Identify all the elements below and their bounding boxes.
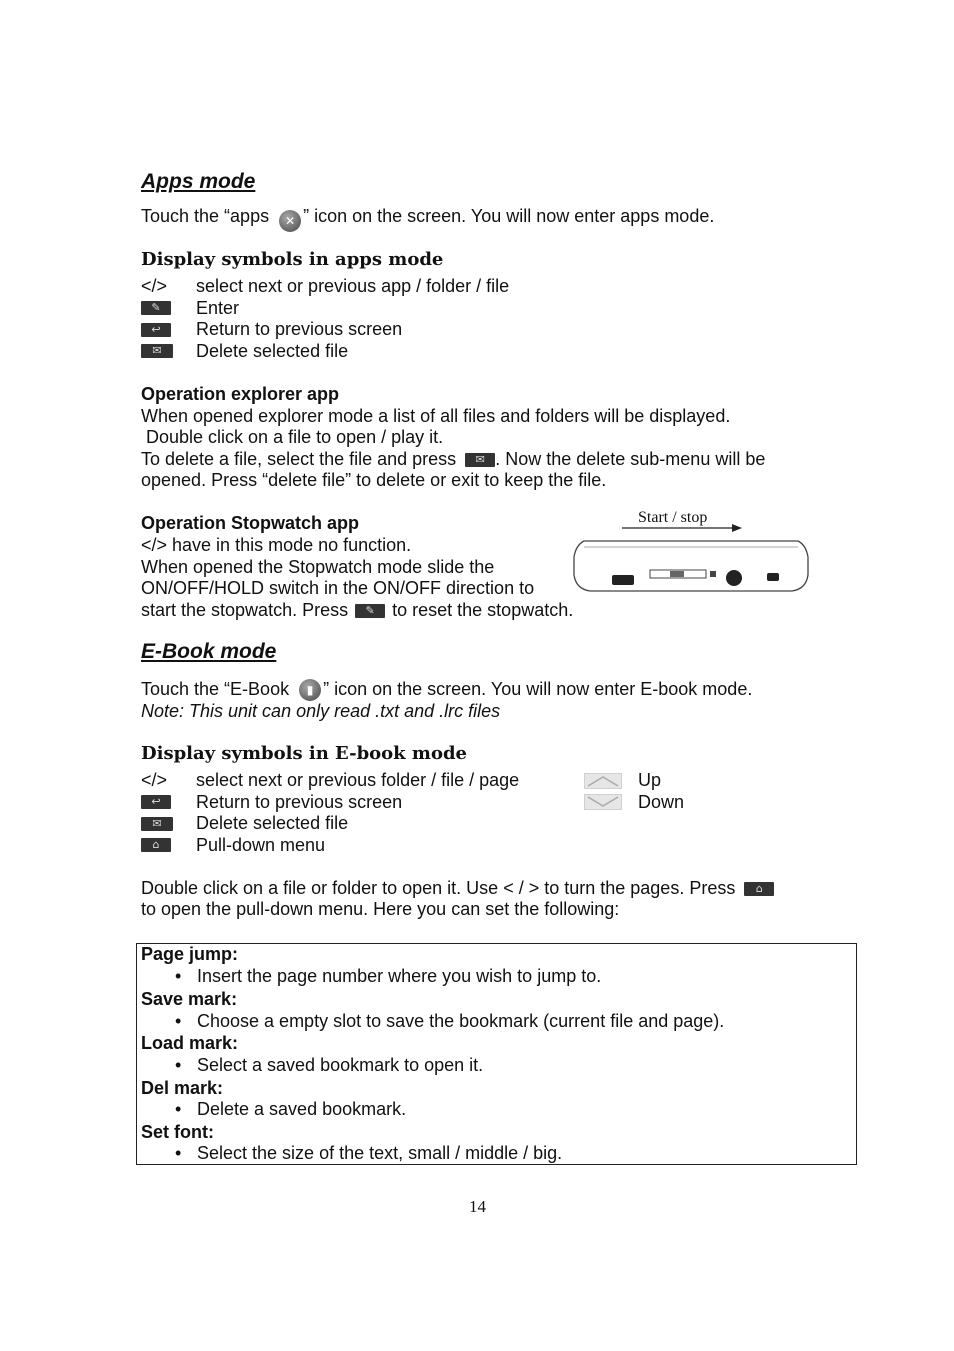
menu-item-text: Insert the page number where you wish to jump to.: [197, 966, 602, 987]
explorer-delete-line: [141, 449, 765, 471]
apps-icon: ✕: [279, 210, 301, 232]
menu-title-page-jump: Page jump:: [141, 944, 239, 964]
symbol-desc: Return to previous screen: [196, 319, 403, 339]
menu-title-load-mark: Load mark:: [141, 1033, 239, 1054]
explorer-line-2: Double click on a file to open / play it.: [141, 427, 444, 447]
list-item: [141, 770, 519, 792]
symbol-desc: Enter: [196, 297, 240, 318]
bullet: •: [175, 1010, 182, 1031]
explorer-line-1: When opened explorer mode a list of all files and folders will be displayed.: [141, 406, 731, 426]
explorer-delete-pre: To delete a file, select the file and press: [141, 449, 457, 469]
ebook-intro-pre: Touch the “E-Book: [141, 679, 290, 699]
up-icon: [584, 773, 622, 789]
list-item: [141, 341, 509, 363]
list-item: [141, 1099, 856, 1121]
stopwatch-line-2: When opened the Stopwatch mode slide the: [141, 557, 495, 577]
symbol-desc: Delete selected file: [196, 340, 349, 361]
list-item: [141, 835, 519, 857]
apps-symbols-heading: Display symbols in apps mode: [141, 249, 444, 270]
explorer-last-line: opened. Press “delete file” to delete or exit to keep the file.: [141, 470, 607, 490]
device-illustration: [572, 505, 812, 597]
ebook-nav-list: [584, 770, 684, 813]
ebook-symbols-heading: Display symbols in E-book mode: [141, 743, 468, 764]
menu-item-text: Delete a saved bookmark.: [197, 1098, 407, 1119]
list-item: [584, 770, 684, 792]
ebook-usage-pre: Double click on a file or folder to open it. Use < / > to turn the pages. Press: [141, 878, 736, 898]
ebook-usage-line-2: to open the pull-down menu. Here you can set the following:: [141, 899, 620, 919]
menu-title-set-font: Set font:: [141, 1121, 214, 1142]
list-item: [141, 1010, 856, 1032]
enter-icon: ✎: [141, 301, 171, 315]
bullet: •: [175, 1143, 182, 1164]
list-item: [584, 792, 684, 814]
delete-icon: ✉: [141, 817, 173, 831]
symbol-arrows: </>: [141, 770, 168, 790]
list-item: [141, 966, 856, 988]
apps-intro: [141, 206, 714, 232]
apps-symbol-list: [141, 276, 509, 362]
ebook-intro-post: ” icon on the screen. You will now enter E-book mode.: [323, 679, 753, 699]
apps-intro-pre: Touch the “apps: [141, 206, 270, 226]
start-stop-label: Start / stop: [638, 509, 708, 526]
apps-mode-heading: Apps mode: [141, 170, 256, 193]
ebook-symbol-list: [141, 770, 519, 856]
home-icon: ⌂: [744, 882, 774, 896]
list-item: [141, 792, 519, 814]
explorer-heading: Operation explorer app: [141, 384, 340, 404]
menu-title-save-mark: Save mark:: [141, 989, 238, 1010]
delete-icon: ✉: [141, 344, 173, 358]
down-icon: [584, 794, 622, 810]
list-item: [141, 1143, 856, 1165]
menu-item-text: Select the size of the text, small / middle / big.: [197, 1143, 563, 1164]
menu-item-text: Choose a empty slot to save the bookmark (current file and page).: [197, 1010, 725, 1031]
symbol-desc: Pull-down menu: [196, 834, 326, 855]
bullet: •: [175, 1098, 182, 1119]
menu-item-text: Select a saved bookmark to open it.: [197, 1054, 484, 1075]
symbol-desc: Up: [638, 770, 662, 790]
return-icon: ↩: [141, 795, 171, 809]
return-icon: ↩: [141, 323, 171, 337]
list-item: [141, 813, 519, 835]
home-icon: ⌂: [141, 838, 171, 852]
list-item: [141, 298, 509, 320]
stopwatch-heading: Operation Stopwatch app: [141, 513, 360, 533]
stopwatch-last-line: [141, 600, 573, 622]
stopwatch-last-post: to reset the stopwatch.: [392, 600, 574, 620]
pull-down-menu-box: [136, 943, 857, 1165]
bullet: •: [175, 966, 182, 987]
ebook-usage-line-1: [141, 878, 774, 900]
symbol-desc: Down: [638, 791, 685, 812]
list-item: [141, 276, 509, 298]
stopwatch-line-1: </> have in this mode no function.: [141, 535, 412, 555]
menu-title-del-mark: Del mark:: [141, 1077, 224, 1098]
ebook-icon: ▮: [299, 679, 321, 701]
ebook-mode-heading: E-Book mode: [141, 640, 277, 663]
symbol-desc: select next or previous folder / file / page: [196, 770, 520, 790]
enter-icon: ✎: [355, 604, 385, 618]
bullet: •: [175, 1054, 182, 1075]
ebook-note: Note: This unit can only read .txt and .lrc files: [141, 701, 501, 721]
delete-icon: ✉: [465, 453, 495, 467]
stopwatch-line-3: ON/OFF/HOLD switch in the ON/OFF direction to: [141, 578, 535, 598]
list-item: [141, 1054, 856, 1076]
apps-intro-post: ” icon on the screen. You will now enter apps mode.: [303, 206, 715, 226]
symbol-desc: Return to previous screen: [196, 791, 403, 812]
symbol-arrows: </>: [141, 276, 168, 296]
explorer-delete-post: . Now the delete sub-menu will be: [495, 449, 766, 469]
list-item: [141, 319, 509, 341]
ebook-intro: [141, 679, 752, 701]
page-number: 14: [469, 1197, 486, 1216]
symbol-desc: select next or previous app / folder / file: [196, 276, 510, 296]
symbol-desc: Delete selected file: [196, 813, 349, 833]
stopwatch-last-pre: start the stopwatch. Press: [141, 600, 349, 620]
